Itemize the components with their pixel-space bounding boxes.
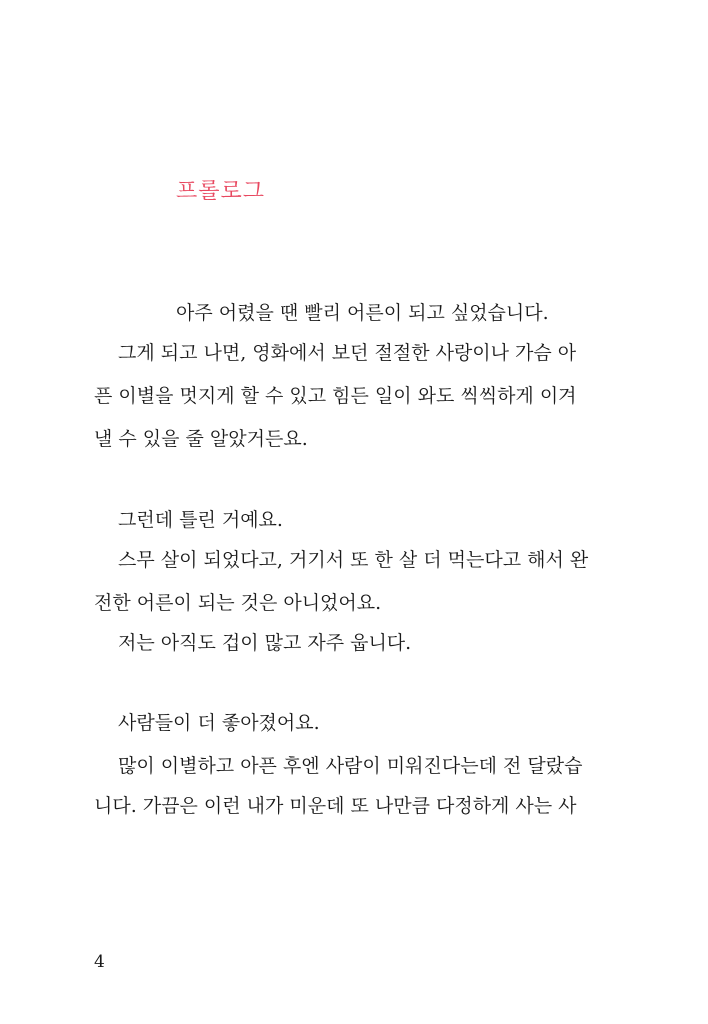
paragraph-line: 전한 어른이 되는 것은 아니었어요. [94, 592, 382, 614]
paragraph-line: 사람들이 더 좋아졌어요. [118, 712, 320, 734]
paragraph-line: 아주 어렸을 땐 빨리 어른이 되고 싶었습니다. [176, 302, 549, 324]
paragraph-line: 그게 되고 나면, 영화에서 보던 절절한 사랑이나 가슴 아 [118, 342, 577, 364]
paragraph-line: 많이 이별하고 아픈 후엔 사람이 미워진다는데 전 달랐습 [118, 755, 583, 777]
chapter-title: 프롤로그 [176, 179, 266, 204]
page-number: 4 [94, 952, 105, 972]
paragraph-line: 저는 아직도 겁이 많고 자주 웁니다. [118, 632, 412, 654]
paragraph-line: 스무 살이 되었다고, 거기서 또 한 살 더 먹는다고 해서 완 [118, 549, 589, 571]
paragraph-line: 픈 이별을 멋지게 할 수 있고 힘든 일이 와도 씩씩하게 이겨 [94, 385, 577, 407]
paragraph-line: 그런데 틀린 거예요. [118, 509, 283, 531]
paragraph-line: 낼 수 있을 줄 알았거든요. [94, 428, 308, 450]
paragraph-line: 니다. 가끔은 이런 내가 미운데 또 나만큼 다정하게 사는 사 [94, 795, 577, 817]
